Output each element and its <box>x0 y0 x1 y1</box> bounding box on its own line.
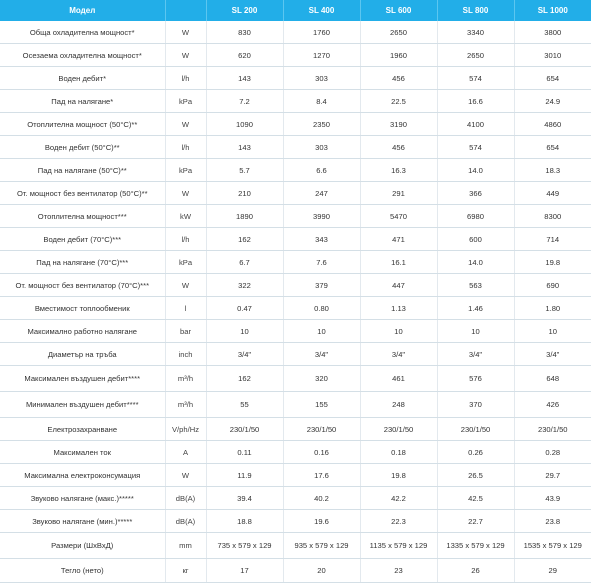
row-label: Воден дебит (70°C)*** <box>0 228 165 251</box>
row-label: Отоплителна мощност (50°C)** <box>0 113 165 136</box>
table-row <box>0 533 591 559</box>
row-unit: mm <box>165 533 206 559</box>
cell-value: 10 <box>514 320 591 343</box>
row-unit: кг <box>165 559 206 583</box>
cell-value: 456 <box>360 67 437 90</box>
table-row <box>0 392 591 418</box>
row-unit: A <box>165 441 206 464</box>
cell-value: 447 <box>360 274 437 297</box>
cell-value: 654 <box>514 67 591 90</box>
table-row <box>0 343 591 366</box>
row-unit: W <box>165 113 206 136</box>
cell-value: 19.6 <box>283 510 360 533</box>
cell-value: 14.0 <box>437 159 514 182</box>
cell-value: 563 <box>437 274 514 297</box>
cell-value: 3/4" <box>360 343 437 366</box>
table-row <box>0 251 591 274</box>
cell-value: 0.80 <box>283 297 360 320</box>
row-unit: W <box>165 44 206 67</box>
cell-value: 6.7 <box>206 251 283 274</box>
cell-value: 0.28 <box>514 441 591 464</box>
cell-value: 3340 <box>437 21 514 44</box>
table-row <box>0 418 591 441</box>
cell-value: 0.16 <box>283 441 360 464</box>
cell-value: 2650 <box>437 44 514 67</box>
cell-value: 24.9 <box>514 90 591 113</box>
cell-value: 1135 x 579 x 129 <box>360 533 437 559</box>
table-row <box>0 136 591 159</box>
cell-value: 574 <box>437 67 514 90</box>
row-unit: W <box>165 274 206 297</box>
cell-value: 735 x 579 x 129 <box>206 533 283 559</box>
table-row <box>0 510 591 533</box>
cell-value: 5.7 <box>206 159 283 182</box>
cell-value: 10 <box>206 320 283 343</box>
row-unit: bar <box>165 320 206 343</box>
cell-value: 230/1/50 <box>283 418 360 441</box>
cell-value: 471 <box>360 228 437 251</box>
header-model-4: SL 800 <box>437 0 514 21</box>
cell-value: 3/4" <box>283 343 360 366</box>
cell-value: 3800 <box>514 21 591 44</box>
row-unit: kPa <box>165 251 206 274</box>
cell-value: 2350 <box>283 113 360 136</box>
cell-value: 26.5 <box>437 464 514 487</box>
header-model: Модел <box>0 0 165 21</box>
cell-value: 426 <box>514 392 591 418</box>
header-model-2: SL 400 <box>283 0 360 21</box>
table-row <box>0 487 591 510</box>
row-unit: kPa <box>165 90 206 113</box>
cell-value: 16.3 <box>360 159 437 182</box>
cell-value: 320 <box>283 366 360 392</box>
table-row <box>0 228 591 251</box>
cell-value: 18.3 <box>514 159 591 182</box>
cell-value: 1270 <box>283 44 360 67</box>
cell-value: 10 <box>283 320 360 343</box>
cell-value: 162 <box>206 228 283 251</box>
cell-value: 10 <box>360 320 437 343</box>
table-row <box>0 90 591 113</box>
table-row <box>0 320 591 343</box>
cell-value: 4100 <box>437 113 514 136</box>
cell-value: 1.80 <box>514 297 591 320</box>
cell-value: 654 <box>514 136 591 159</box>
cell-value: 830 <box>206 21 283 44</box>
cell-value: 5470 <box>360 205 437 228</box>
cell-value: 16.1 <box>360 251 437 274</box>
cell-value: 449 <box>514 182 591 205</box>
cell-value: 1335 x 579 x 129 <box>437 533 514 559</box>
cell-value: 0.11 <box>206 441 283 464</box>
cell-value: 322 <box>206 274 283 297</box>
row-label: Пад на налягане (70°C)*** <box>0 251 165 274</box>
cell-value: 456 <box>360 136 437 159</box>
cell-value: 43.9 <box>514 487 591 510</box>
cell-value: 248 <box>360 392 437 418</box>
cell-value: 42.5 <box>437 487 514 510</box>
cell-value: 29.7 <box>514 464 591 487</box>
cell-value: 162 <box>206 366 283 392</box>
table-row <box>0 441 591 464</box>
table-row <box>0 159 591 182</box>
cell-value: 210 <box>206 182 283 205</box>
row-label: Размери (ШхВхД) <box>0 533 165 559</box>
cell-value: 1.46 <box>437 297 514 320</box>
cell-value: 23.8 <box>514 510 591 533</box>
row-label: Електрозахранване <box>0 418 165 441</box>
row-unit: V/ph/Hz <box>165 418 206 441</box>
cell-value: 14.0 <box>437 251 514 274</box>
table-row <box>0 67 591 90</box>
row-unit: kW <box>165 205 206 228</box>
cell-value: 39.4 <box>206 487 283 510</box>
row-label: Пад на налягане (50°C)** <box>0 159 165 182</box>
cell-value: 8.4 <box>283 90 360 113</box>
header-model-3: SL 600 <box>360 0 437 21</box>
cell-value: 4860 <box>514 113 591 136</box>
row-label: Воден дебит (50°C)** <box>0 136 165 159</box>
row-unit: l/h <box>165 228 206 251</box>
row-label: От. мощност без вентилатор (50°C)** <box>0 182 165 205</box>
cell-value: 42.2 <box>360 487 437 510</box>
row-unit: W <box>165 182 206 205</box>
row-label: Максимална електроконсумация <box>0 464 165 487</box>
cell-value: 143 <box>206 67 283 90</box>
cell-value: 230/1/50 <box>360 418 437 441</box>
cell-value: 19.8 <box>360 464 437 487</box>
cell-value: 2650 <box>360 21 437 44</box>
cell-value: 303 <box>283 136 360 159</box>
row-unit: dB(A) <box>165 510 206 533</box>
row-label: Осезаема охладителна мощност* <box>0 44 165 67</box>
table-row <box>0 366 591 392</box>
cell-value: 22.7 <box>437 510 514 533</box>
header-unit <box>165 0 206 21</box>
table-row <box>0 274 591 297</box>
cell-value: 3190 <box>360 113 437 136</box>
cell-value: 230/1/50 <box>437 418 514 441</box>
cell-value: 379 <box>283 274 360 297</box>
cell-value: 1890 <box>206 205 283 228</box>
table-row <box>0 297 591 320</box>
cell-value: 22.3 <box>360 510 437 533</box>
row-unit: l <box>165 297 206 320</box>
cell-value: 230/1/50 <box>206 418 283 441</box>
header-model-5: SL 1000 <box>514 0 591 21</box>
table-body <box>0 21 591 583</box>
row-label: Вместимост топлообменик <box>0 297 165 320</box>
cell-value: 3010 <box>514 44 591 67</box>
cell-value: 143 <box>206 136 283 159</box>
cell-value: 648 <box>514 366 591 392</box>
row-label: От. мощност без вентилатор (70°C)*** <box>0 274 165 297</box>
cell-value: 714 <box>514 228 591 251</box>
cell-value: 1960 <box>360 44 437 67</box>
table-row <box>0 205 591 228</box>
cell-value: 620 <box>206 44 283 67</box>
cell-value: 3/4" <box>206 343 283 366</box>
cell-value: 20 <box>283 559 360 583</box>
cell-value: 291 <box>360 182 437 205</box>
table-row <box>0 21 591 44</box>
cell-value: 1090 <box>206 113 283 136</box>
row-unit: l/h <box>165 67 206 90</box>
cell-value: 690 <box>514 274 591 297</box>
cell-value: 22.5 <box>360 90 437 113</box>
row-label: Звуково налягане (макс.)***** <box>0 487 165 510</box>
cell-value: 1.13 <box>360 297 437 320</box>
cell-value: 0.47 <box>206 297 283 320</box>
table-row <box>0 182 591 205</box>
cell-value: 574 <box>437 136 514 159</box>
cell-value: 576 <box>437 366 514 392</box>
cell-value: 11.9 <box>206 464 283 487</box>
cell-value: 16.6 <box>437 90 514 113</box>
cell-value: 23 <box>360 559 437 583</box>
header-row <box>0 0 591 21</box>
row-unit: dB(A) <box>165 487 206 510</box>
cell-value: 6.6 <box>283 159 360 182</box>
row-unit: W <box>165 21 206 44</box>
row-unit: l/h <box>165 136 206 159</box>
cell-value: 7.2 <box>206 90 283 113</box>
cell-value: 29 <box>514 559 591 583</box>
row-label: Максимален ток <box>0 441 165 464</box>
cell-value: 3/4" <box>437 343 514 366</box>
cell-value: 303 <box>283 67 360 90</box>
row-label: Диаметър на тръба <box>0 343 165 366</box>
row-unit: m³/h <box>165 366 206 392</box>
row-unit: W <box>165 464 206 487</box>
row-label: Максимален въздушен дебит**** <box>0 366 165 392</box>
row-unit: m³/h <box>165 392 206 418</box>
row-label: Тегло (нето) <box>0 559 165 583</box>
cell-value: 935 x 579 x 129 <box>283 533 360 559</box>
cell-value: 7.6 <box>283 251 360 274</box>
cell-value: 3990 <box>283 205 360 228</box>
cell-value: 1760 <box>283 21 360 44</box>
cell-value: 8300 <box>514 205 591 228</box>
cell-value: 17.6 <box>283 464 360 487</box>
cell-value: 17 <box>206 559 283 583</box>
row-label: Звуково налягане (мин.)***** <box>0 510 165 533</box>
cell-value: 155 <box>283 392 360 418</box>
cell-value: 10 <box>437 320 514 343</box>
cell-value: 26 <box>437 559 514 583</box>
row-label: Воден дебит* <box>0 67 165 90</box>
cell-value: 370 <box>437 392 514 418</box>
cell-value: 343 <box>283 228 360 251</box>
table-row <box>0 44 591 67</box>
row-label: Максимално работно налягане <box>0 320 165 343</box>
table-row <box>0 559 591 583</box>
cell-value: 1535 x 579 x 129 <box>514 533 591 559</box>
row-unit: inch <box>165 343 206 366</box>
cell-value: 461 <box>360 366 437 392</box>
cell-value: 6980 <box>437 205 514 228</box>
cell-value: 230/1/50 <box>514 418 591 441</box>
cell-value: 0.26 <box>437 441 514 464</box>
cell-value: 3/4" <box>514 343 591 366</box>
cell-value: 0.18 <box>360 441 437 464</box>
cell-value: 247 <box>283 182 360 205</box>
table-row <box>0 464 591 487</box>
cell-value: 19.8 <box>514 251 591 274</box>
cell-value: 18.8 <box>206 510 283 533</box>
cell-value: 55 <box>206 392 283 418</box>
row-label: Отоплителна мощност*** <box>0 205 165 228</box>
row-label: Минимален въздушен дебит**** <box>0 392 165 418</box>
cell-value: 40.2 <box>283 487 360 510</box>
row-label: Пад на налягане* <box>0 90 165 113</box>
cell-value: 600 <box>437 228 514 251</box>
table-row <box>0 113 591 136</box>
header-model-1: SL 200 <box>206 0 283 21</box>
row-unit: kPa <box>165 159 206 182</box>
cell-value: 366 <box>437 182 514 205</box>
row-label: Обща охладителна мощност* <box>0 21 165 44</box>
